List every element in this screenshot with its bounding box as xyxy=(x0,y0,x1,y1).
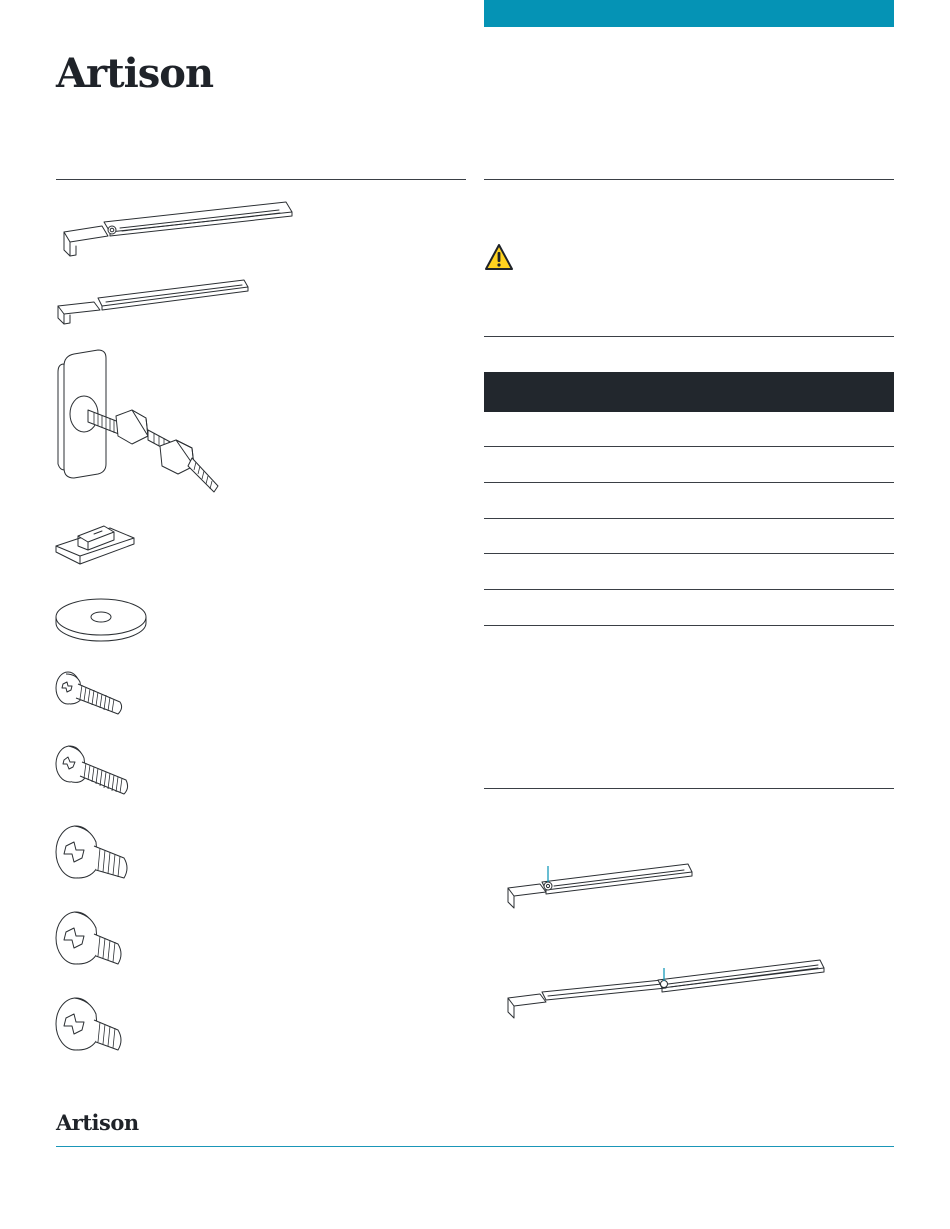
screw-medium-icon xyxy=(54,742,134,802)
header-accent-bar xyxy=(484,0,894,27)
screw-small-icon xyxy=(54,668,128,722)
footer-logo: Artison xyxy=(56,1110,139,1135)
bracket-collapsed-icon xyxy=(502,860,702,912)
table-row xyxy=(484,625,894,626)
warning-triangle-icon xyxy=(484,243,514,271)
bracket-clip-icon xyxy=(54,520,138,566)
screw-short-large-icon xyxy=(54,908,134,978)
diagram-section-rule xyxy=(484,788,894,789)
right-column-rule xyxy=(484,179,894,180)
warning-section-rule xyxy=(484,336,894,337)
short-slide-bracket-icon xyxy=(54,278,254,326)
brand-logo: Artison xyxy=(56,50,214,97)
bracket-extended-icon xyxy=(502,948,832,1020)
footer-rule xyxy=(56,1146,894,1147)
screw-pan-head-icon xyxy=(54,992,134,1062)
table-row xyxy=(484,446,894,447)
table-row xyxy=(484,482,894,483)
wall-stud-anchor-icon xyxy=(54,346,224,496)
table-row xyxy=(484,518,894,519)
table-row xyxy=(484,553,894,554)
table-header xyxy=(484,372,894,412)
long-slide-bracket-icon xyxy=(54,198,299,262)
left-column-rule xyxy=(56,179,466,180)
washer-icon xyxy=(54,595,148,645)
screw-large-icon xyxy=(54,822,134,892)
table-row xyxy=(484,589,894,590)
